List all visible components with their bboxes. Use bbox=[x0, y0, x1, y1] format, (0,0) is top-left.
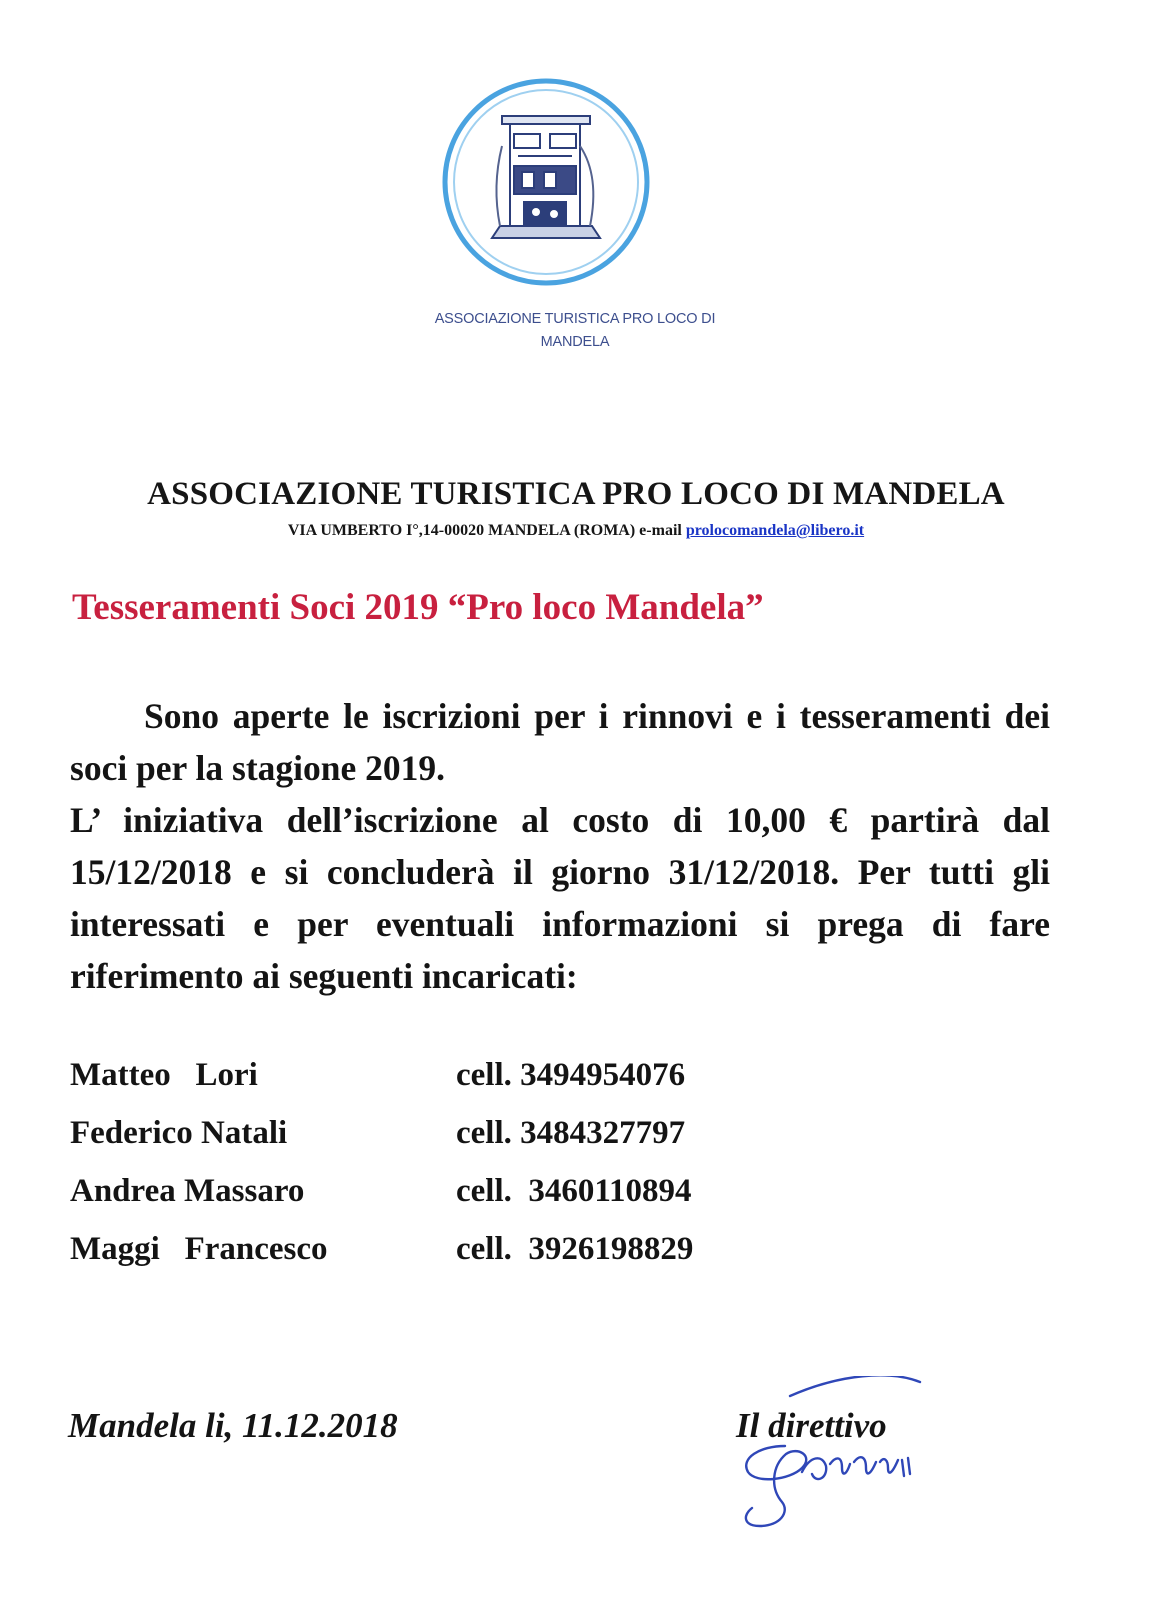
logo-seal bbox=[440, 76, 652, 288]
logo-caption bbox=[330, 308, 820, 354]
contact-row bbox=[70, 1104, 770, 1162]
organization-address-line bbox=[50, 520, 1102, 542]
contact-phone: cell. 3484327797 bbox=[456, 1115, 686, 1151]
document-title: Tesseramenti Soci 2019 “Pro loco Mandela” bbox=[72, 587, 764, 628]
contact-phone: cell. 3926198829 bbox=[456, 1231, 694, 1267]
contact-phone: cell. 3460110894 bbox=[456, 1173, 692, 1209]
pro-loco-seal-icon bbox=[440, 76, 652, 288]
contact-name: Federico Natali bbox=[70, 1115, 288, 1151]
contact-row bbox=[70, 1046, 770, 1104]
body-paragraph-2: L’ iniziativa dell’iscrizione al costo di 10,00 € partirà dal 15/12/2018 e si concluderà il giorno 31/12/2018. Per tutti gli interessati e per eventuali informazioni si prega di fare riferimento ai seguenti incaricati: bbox=[70, 800, 1050, 996]
contact-name: Maggi Francesco bbox=[70, 1231, 328, 1267]
logo-caption-line1: ASSOCIAZIONE TURISTICA PRO LOCO DI bbox=[434, 311, 716, 327]
signature bbox=[690, 1376, 950, 1536]
logo-caption-line2: MANDELA bbox=[540, 334, 610, 350]
organization-name: ASSOCIAZIONE TURISTICA PRO LOCO DI MANDELA bbox=[147, 476, 1005, 512]
body-paragraph-1: Sono aperte le iscrizioni per i rinnovi e i tesseramenti dei soci per la stagione 2019. bbox=[70, 696, 1050, 788]
signer-title: Il direttivo bbox=[736, 1406, 887, 1445]
contact-list bbox=[70, 1046, 770, 1278]
contact-phone: cell. 3494954076 bbox=[456, 1057, 686, 1093]
announcement-body bbox=[70, 690, 1050, 1002]
handwritten-signature-icon bbox=[690, 1376, 950, 1536]
contact-name: Andrea Massaro bbox=[70, 1173, 305, 1209]
contact-name: Matteo Lori bbox=[70, 1057, 258, 1093]
organization-address: VIA UMBERTO I°,14-00020 MANDELA (ROMA) e-mail bbox=[287, 522, 682, 539]
contact-row bbox=[70, 1162, 770, 1220]
contact-row bbox=[70, 1220, 770, 1278]
email-link[interactable]: prolocomandela@libero.it bbox=[685, 522, 865, 539]
place-and-date: Mandela li, 11.12.2018 bbox=[68, 1406, 398, 1445]
